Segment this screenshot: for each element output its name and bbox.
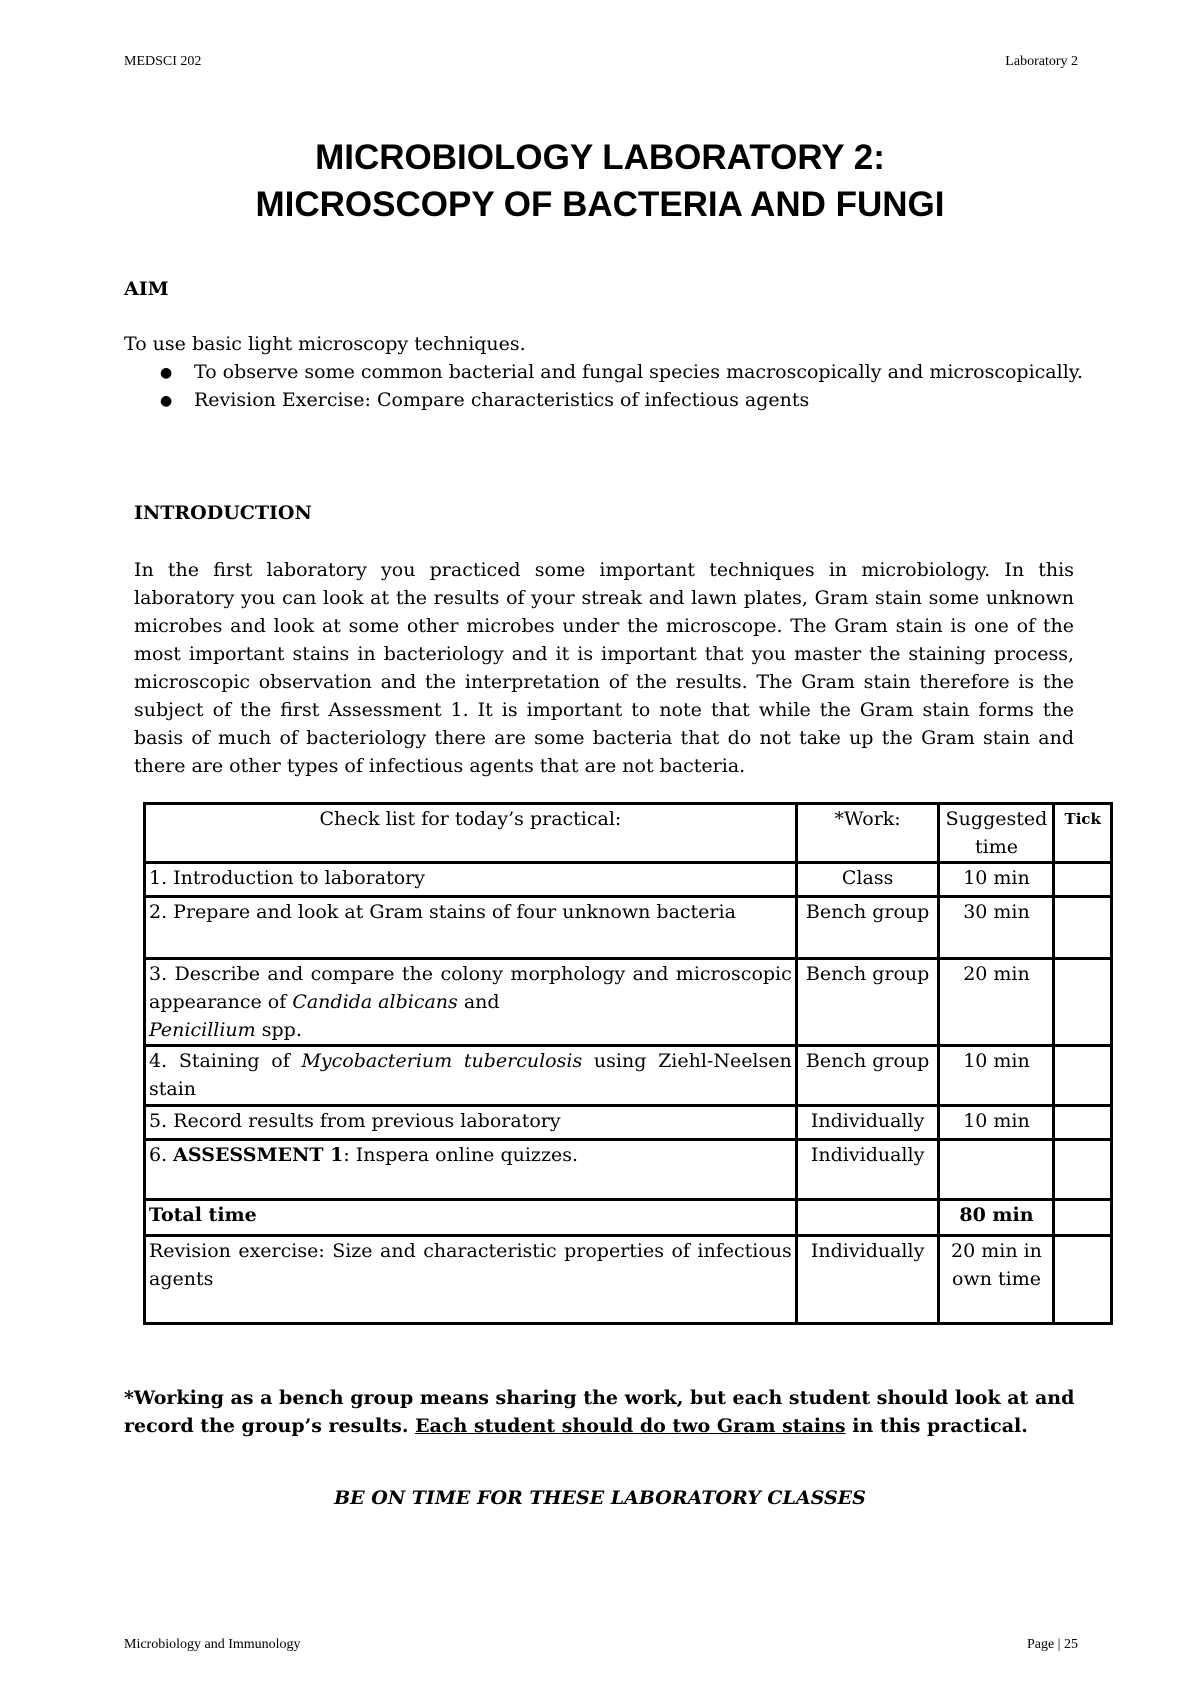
task-text: 4. Staining of <box>149 1050 302 1072</box>
header-work: *Work: <box>796 804 939 863</box>
note-text: in this practical. <box>845 1415 1028 1437</box>
task-cell: Revision exercise: Size and characteristic properties of infectious agents <box>145 1236 797 1324</box>
work-cell: Bench group <box>796 959 939 1046</box>
task-text: spp. <box>255 1019 302 1041</box>
time-cell: 30 min <box>939 897 1054 959</box>
header-course-code: MEDSCI 202 <box>124 54 202 69</box>
task-text: 3. Describe and compare the colony morphology and microscopic appearance of <box>149 963 792 1013</box>
work-cell: Individually <box>796 1140 939 1200</box>
footer-department: Microbiology and Immunology <box>124 1637 301 1652</box>
be-on-time-notice: BE ON TIME FOR THESE LABORATORY CLASSES <box>334 1487 866 1509</box>
work-cell: Individually <box>796 1236 939 1324</box>
table-row <box>145 959 1112 1046</box>
table-row <box>145 1106 1112 1140</box>
page-title <box>0 134 1200 228</box>
aim-section <box>124 330 1084 414</box>
tick-cell[interactable] <box>1054 1106 1112 1140</box>
task-cell: 5. Record results from previous laboratory <box>145 1106 797 1140</box>
table-row <box>145 897 1112 959</box>
task-cell: 1. Introduction to laboratory <box>145 863 797 897</box>
table-row <box>145 863 1112 897</box>
header-lab-number: Laboratory 2 <box>1005 54 1078 69</box>
work-cell: Bench group <box>796 1046 939 1106</box>
total-row <box>145 1200 1112 1236</box>
work-cell: Bench group <box>796 897 939 959</box>
tick-cell[interactable] <box>1054 1046 1112 1106</box>
table-header-row <box>145 804 1112 863</box>
title-line-2: MICROSCOPY OF BACTERIA AND FUNGI <box>255 185 945 224</box>
aim-bullet: ● Revision Exercise: Compare characteristics of infectious agents <box>194 386 1084 414</box>
aim-bullet-list <box>124 358 1084 414</box>
assessment-label: ASSESSMENT 1 <box>173 1144 344 1166</box>
table-row <box>145 1046 1112 1106</box>
time-cell: 20 min in own time <box>939 1236 1054 1324</box>
header-time: Suggested time <box>939 804 1054 863</box>
footer-page-number: Page | 25 <box>1026 1637 1078 1652</box>
task-text: : Inspera online quizzes. <box>343 1144 578 1166</box>
tick-cell[interactable] <box>1054 1140 1112 1200</box>
time-cell: 10 min <box>939 1046 1054 1106</box>
tick-cell[interactable] <box>1054 1200 1112 1236</box>
title-line-1: MICROBIOLOGY LABORATORY 2: <box>315 138 885 177</box>
task-cell: 2. Prepare and look at Gram stains of four unknown bacteria <box>145 897 797 959</box>
aim-intro: To use basic light microscopy techniques. <box>124 333 526 355</box>
task-text: and <box>457 991 500 1013</box>
time-cell: 10 min <box>939 1106 1054 1140</box>
aim-bullet: ● To observe some common bacterial and fungal species macroscopically and microscopically. <box>194 358 1084 386</box>
work-cell <box>796 1200 939 1236</box>
time-cell: 20 min <box>939 959 1054 1046</box>
task-cell <box>145 959 797 1046</box>
aim-heading: AIM <box>124 278 169 300</box>
tick-cell[interactable] <box>1054 897 1112 959</box>
practical-checklist-table <box>143 802 1113 1325</box>
introduction-heading: INTRODUCTION <box>134 502 312 524</box>
time-cell <box>939 1140 1054 1200</box>
introduction-paragraph: In the first laboratory you practiced some important techniques in microbiology. In this laboratory you can look at the results of your streak and lawn plates, Gram stain some unknown microbes and look at some other microbes under the microscope. The Gram stain is one of the most important stains in bacteriology and it is important that you master the staining process, microscopic observation and the interpretation of the results. The Gram stain therefore is the subject of the first Assessment 1. It is important to note that while the Gram stain forms the basis of much of bacteriology there are some bacteria that do not take up the Gram stain and there are other types of infectious agents that are not bacteria. <box>134 559 1074 777</box>
header-tick: Tick <box>1054 804 1112 863</box>
header-task: Check list for today’s practical: <box>145 804 797 863</box>
tick-cell[interactable] <box>1054 863 1112 897</box>
task-cell <box>145 1140 797 1200</box>
time-cell: 10 min <box>939 863 1054 897</box>
revision-row <box>145 1236 1112 1324</box>
note-underlined: Each student should do two Gram stains <box>415 1415 846 1437</box>
species-name: Candida albicans <box>292 991 458 1013</box>
genus-name: Penicillium <box>149 1019 256 1041</box>
task-text: 6. <box>149 1144 174 1166</box>
task-cell <box>145 1046 797 1106</box>
tick-cell[interactable] <box>1054 959 1112 1046</box>
bench-group-note <box>124 1384 1084 1440</box>
work-cell: Individually <box>796 1106 939 1140</box>
table-row <box>145 1140 1112 1200</box>
task-text: using Ziehl-Neelsen stain <box>149 1050 792 1100</box>
species-name: Mycobacterium tuberculosis <box>301 1050 583 1072</box>
work-cell: Class <box>796 863 939 897</box>
note-text: *Working as a bench group means sharing the work, but each student should look at and record the group’s results. <box>124 1387 1075 1437</box>
total-label: Total time <box>145 1200 797 1236</box>
total-time: 80 min <box>939 1200 1054 1236</box>
tick-cell[interactable] <box>1054 1236 1112 1324</box>
